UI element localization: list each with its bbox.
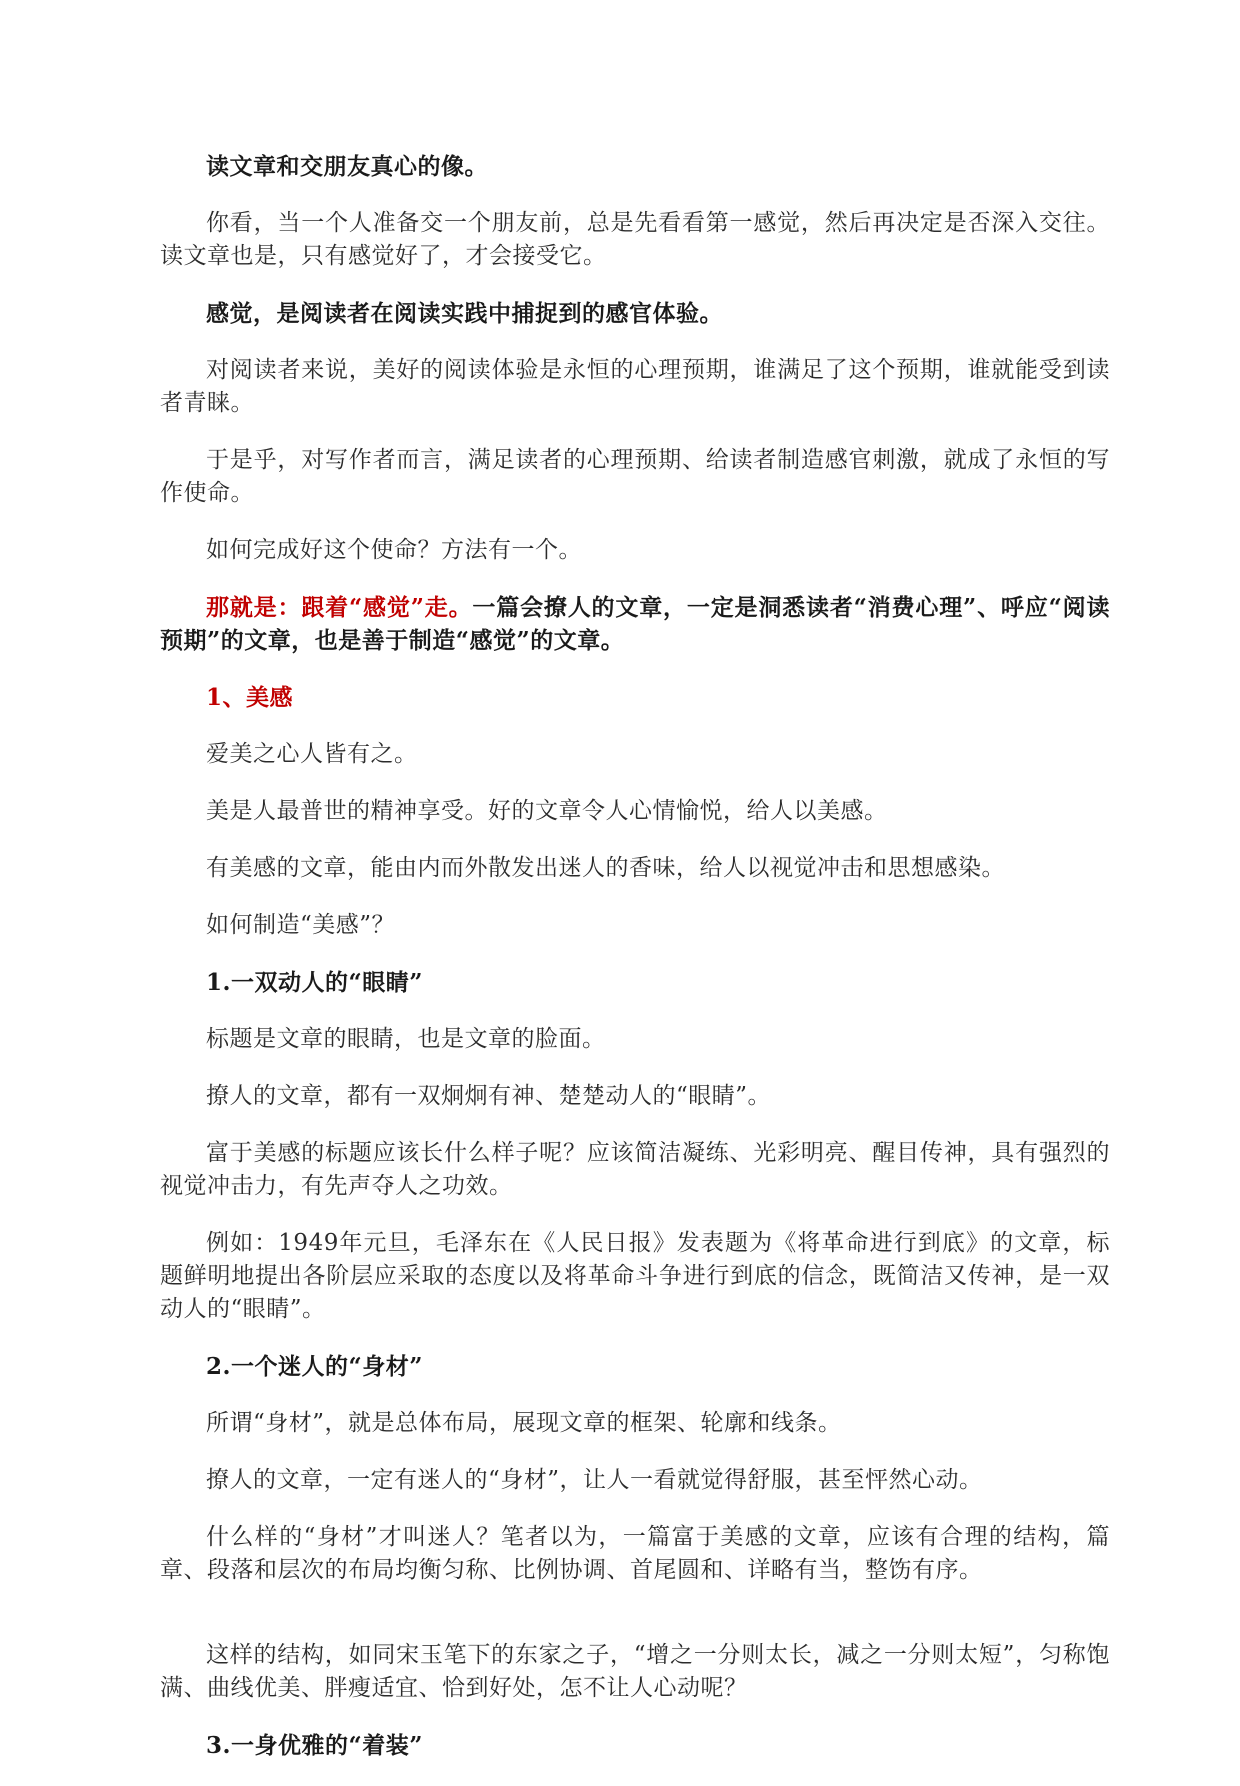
paragraph: 所谓“身材”，就是总体布局，展现文章的框架、轮廓和线条。	[206, 1410, 842, 1436]
paragraph: 美是人最普世的精神享受。好的文章令人心情愉悦，给人以美感。	[206, 798, 888, 824]
paragraph: 撩人的文章，一定有迷人的“身材”，让人一看就觉得舒服，甚至怦然心动。	[206, 1467, 983, 1493]
paragraph: 什么样的“身材”才叫迷人？笔者以为，一篇富于美感的文章，应该有合理的结构，篇章、段落和层次的布局均衡匀称、比例协调、首尾圆和、详略有当，整饬有序。	[160, 1524, 1110, 1583]
subsection-heading: 3.一身优雅的“着装”	[206, 1732, 423, 1759]
key-point-highlight: 那就是：跟着“感觉”走。	[206, 594, 473, 621]
paragraph: 你看，当一个人准备交一个朋友前，总是先看看第一感觉，然后再决定是否深入交往。读文章也是，只有感觉好了，才会接受它。	[160, 210, 1110, 269]
key-point-text: 一篇会撩人的文章，一定是洞悉读者“消费心理”、呼应“阅读预期”的文章，也是善于制造“感觉”的文章。	[160, 594, 1110, 654]
paragraph: 爱美之心人皆有之。	[206, 741, 418, 767]
paragraph: 标题是文章的眼睛，也是文章的脸面。	[206, 1026, 606, 1052]
subsection-heading: 2.一个迷人的“身材”	[206, 1353, 423, 1380]
paragraph-bold: 感觉，是阅读者在阅读实践中捕捉到的感官体验。	[206, 300, 723, 327]
paragraph: 如何完成好这个使命？方法有一个。	[206, 537, 582, 563]
paragraph: 这样的结构，如同宋玉笔下的东家之子，“增之一分则太长，减之一分则太短”，匀称饱满、曲线优美、胖瘦适宜、恰到好处，怎不让人心动呢？	[160, 1642, 1110, 1701]
paragraph-intro-heading: 读文章和交朋友真心的像。	[206, 153, 488, 180]
paragraph: 对阅读者来说，美好的阅读体验是永恒的心理预期，谁满足了这个预期，谁就能受到读者青睐。	[160, 357, 1110, 416]
paragraph: 撩人的文章，都有一双炯炯有神、楚楚动人的“眼睛”。	[206, 1083, 772, 1109]
paragraph: 有美感的文章，能由内而外散发出迷人的香味，给人以视觉冲击和思想感染。	[206, 855, 1005, 881]
paragraph: 于是乎，对写作者而言，满足读者的心理预期、给读者制造感官刺激，就成了永恒的写作使命。	[160, 447, 1110, 506]
paragraph: 例如：1949年元旦，毛泽东在《人民日报》发表题为《将革命进行到底》的文章，标题鲜明地提出各阶层应采取的态度以及将革命斗争进行到底的信念，既简洁又传神，是一双动人的“眼睛”。	[160, 1230, 1110, 1322]
subsection-heading: 1.一双动人的“眼睛”	[206, 969, 423, 996]
section-heading: 1、美感	[206, 684, 294, 711]
paragraph: 富于美感的标题应该长什么样子呢？应该简洁凝练、光彩明亮、醒目传神，具有强烈的视觉冲击力，有先声夺人之功效。	[160, 1140, 1110, 1199]
paragraph-key-point	[160, 591, 1110, 657]
document-page	[160, 150, 1110, 1786]
paragraph: 如何制造“美感”？	[206, 912, 396, 938]
